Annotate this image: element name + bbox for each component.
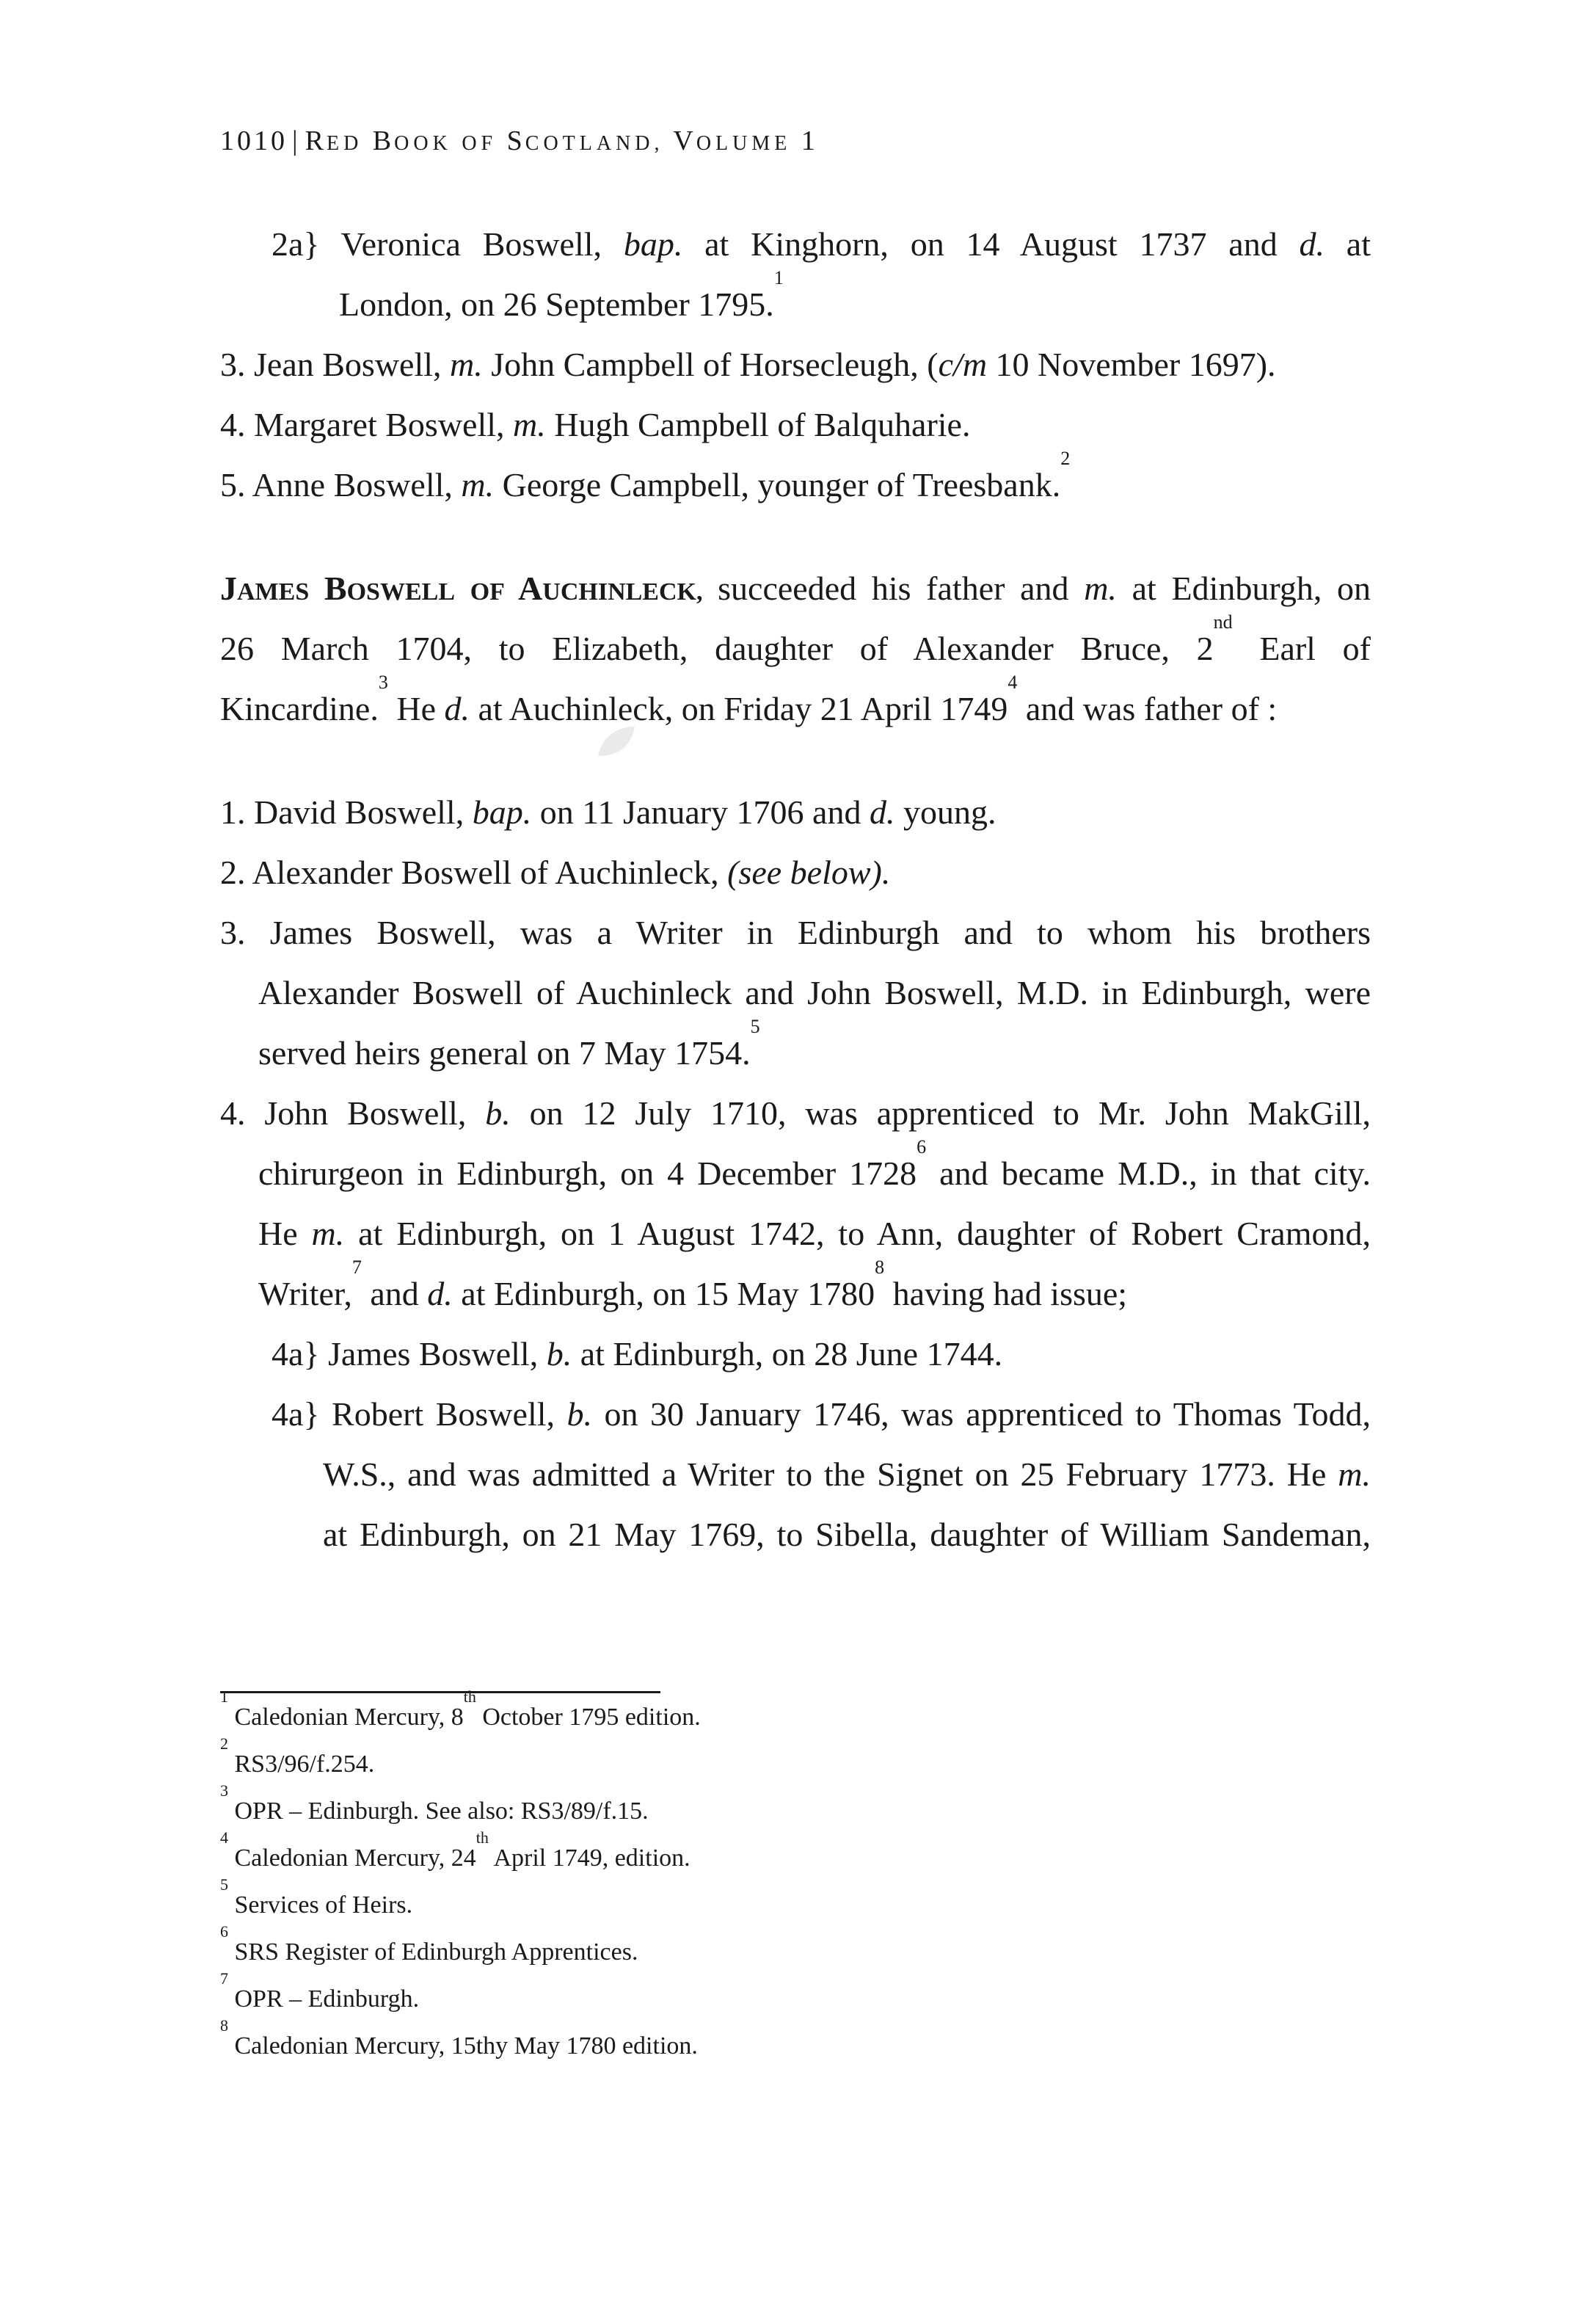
running-header: [220, 125, 818, 157]
grandchild-robert-line1: 4a} Robert Boswell, b. on 30 January 1746, was apprenticed to Thomas Todd,: [272, 1395, 1371, 1433]
child-john-line3: He m. at Edinburgh, on 1 August 1742, to Ann, daughter of Robert Cramond,: [258, 1215, 1371, 1252]
header-separator: |: [292, 126, 301, 156]
footnote-1: $^1$ Caledonian Mercury, 8th October 1795 edition.: [220, 1687, 701, 1731]
footnote-6: $^6$ SRS Register of Edinburgh Apprentices.: [220, 1922, 638, 1966]
entry-jean: 3. Jean Boswell, m. John Campbell of Horsecleugh, (c/m 10 November 1697).: [220, 346, 1276, 383]
grandchild-robert-line3: at Edinburgh, on 21 May 1769, to Sibella, daughter of William Sandeman,: [323, 1516, 1371, 1553]
footnote-3: $^3$ OPR – Edinburgh. See also: RS3/89/f.15.: [220, 1781, 649, 1825]
footnote-rule: [220, 1691, 660, 1693]
child-james-line1: 3. James Boswell, was a Writer in Edinburgh and to whom his brothers: [220, 914, 1371, 951]
child-john-line1: 4. John Boswell, b. on 12 July 1710, was apprenticed to Mr. John MakGill,: [220, 1094, 1371, 1132]
james-para-line3: Kincardine.$^3$ He d. at Auchinleck, on Friday 21 April 1749$^4$ and was father of :: [220, 672, 1278, 727]
footnote-4: $^4$ Caledonian Mercury, 24th April 1749, edition.: [220, 1828, 690, 1872]
entry-veronica-line2: London, on 26 September 1795.$^1$: [339, 267, 784, 323]
watermark-leaf-icon: [594, 723, 638, 760]
james-name: JAMES BOSWELL OF AUCHINLECK,: [220, 570, 703, 607]
entry-anne: 5. Anne Boswell, m. George Campbell, younger of Treesbank.$^2$: [220, 448, 1071, 504]
footnote-2: $^2$ RS3/96/f.254.: [220, 1734, 375, 1778]
entry-margaret: 4. Margaret Boswell, m. Hugh Campbell of Balquharie.: [220, 406, 971, 443]
book-title: RED BOOK OF SCOTLAND, VOLUME 1: [305, 126, 818, 156]
child-alexander: 2. Alexander Boswell of Auchinleck, (see below).: [220, 854, 891, 891]
child-john-line2: chirurgeon in Edinburgh, on 4 December 1728$^6$ and became M.D., in that city.: [258, 1136, 1371, 1192]
entry-veronica-line1: 2a} Veronica Boswell, bap. at Kinghorn, on 14 August 1737 and d. at: [272, 225, 1371, 263]
child-john-line4: Writer,$^7$ and d. at Edinburgh, on 15 May 1780$^8$ having had issue;: [258, 1257, 1128, 1312]
child-james-line2: Alexander Boswell of Auchinleck and John Boswell, M.D. in Edinburgh, were: [258, 974, 1371, 1011]
grandchild-robert-line2: W.S., and was admitted a Writer to the Signet on 25 February 1773. He m.: [323, 1455, 1371, 1493]
footnote-5: $^5$ Services of Heirs.: [220, 1875, 413, 1919]
footnote-8: $^8$ Caledonian Mercury, 15thy May 1780 edition.: [220, 2016, 698, 2060]
james-para-line1: JAMES BOSWELL OF AUCHINLECK, succeeded his father and m. at Edinburgh, on: [220, 570, 1371, 607]
james-para-line2: 26 March 1704, to Elizabeth, daughter of Alexander Bruce, 2nd Earl of: [220, 611, 1371, 667]
child-david: 1. David Boswell, bap. on 11 January 1706 and d. young.: [220, 793, 996, 831]
grandchild-james: 4a} James Boswell, b. at Edinburgh, on 28 June 1744.: [272, 1335, 1003, 1373]
child-james-line3: served heirs general on 7 May 1754.$^5$: [258, 1016, 760, 1072]
footnote-7: $^7$ OPR – Edinburgh.: [220, 1969, 420, 2013]
page-number: 1010: [220, 126, 288, 156]
